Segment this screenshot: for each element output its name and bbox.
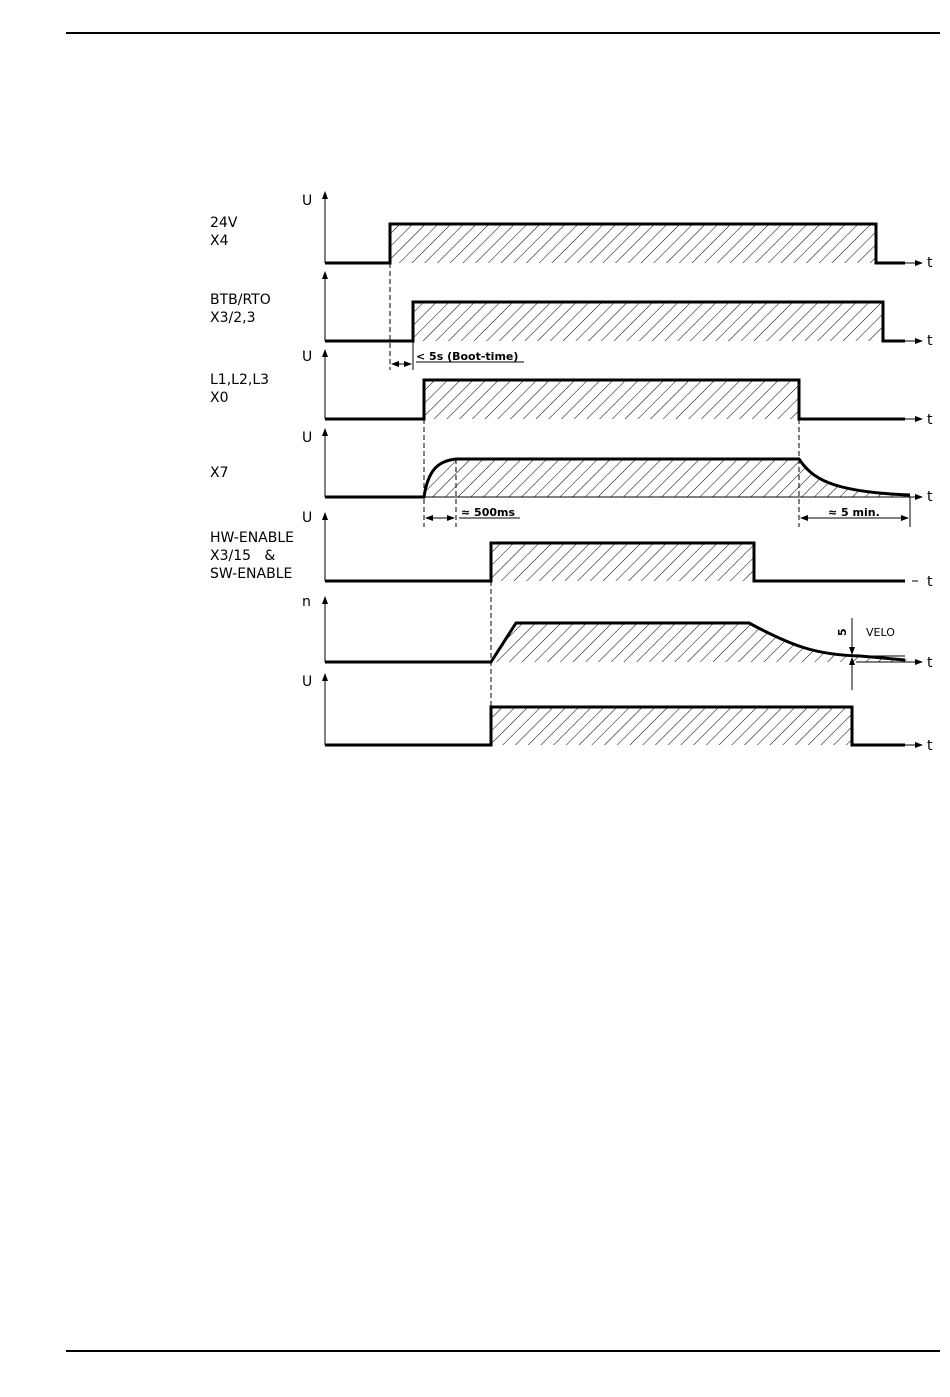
signal-enable-label-1: HW-ENABLE [210, 530, 294, 546]
signal-24v-x-label: t [927, 255, 933, 271]
signal-24v-y-label: U [302, 193, 313, 209]
signal-out-y-label: U [302, 674, 313, 690]
signal-enable-label-2: X3/15 & [210, 548, 276, 564]
signal-enable-x-label: t [927, 574, 933, 590]
signal-l123-label-1: L1,L2,L3 [210, 372, 270, 388]
signal-24v-label-1: 24V [210, 215, 238, 231]
signal-l123-x-label: t [927, 412, 933, 428]
signal-speed [302, 594, 933, 690]
signal-enable-label-3: SW-ENABLE [210, 566, 293, 582]
signal-x7-y-label: U [302, 430, 313, 446]
x7-rise-annotation: ≈ 500ms [461, 506, 516, 519]
signal-btb-x-label: t [927, 333, 933, 349]
signal-l123-label-2: X0 [210, 390, 229, 406]
signal-out [302, 674, 933, 754]
signal-out-x-label: t [927, 738, 933, 754]
signal-24v-label-2: X4 [210, 233, 229, 249]
signal-l123 [210, 349, 933, 428]
signal-x7-label-1: X7 [210, 465, 229, 481]
boot-time-annotation: < 5s (Boot-time) [416, 350, 519, 363]
signal-speed-y-label: n [302, 594, 311, 610]
signal-btb [210, 263, 933, 370]
velo-value-annotation: 5 [836, 628, 849, 636]
signal-enable-y-label: U [302, 510, 313, 526]
velo-label-annotation: VELO [866, 626, 895, 639]
signal-24v [210, 192, 933, 271]
x7-decay-annotation: ≈ 5 min. [828, 506, 880, 519]
signal-x7 [210, 419, 933, 527]
signal-l123-y-label: U [302, 349, 313, 365]
signal-speed-x-label: t [927, 655, 933, 671]
signal-btb-label-2: X3/2,3 [210, 310, 256, 326]
signal-btb-label-1: BTB/RTO [210, 292, 271, 308]
signal-x7-x-label: t [927, 489, 933, 505]
